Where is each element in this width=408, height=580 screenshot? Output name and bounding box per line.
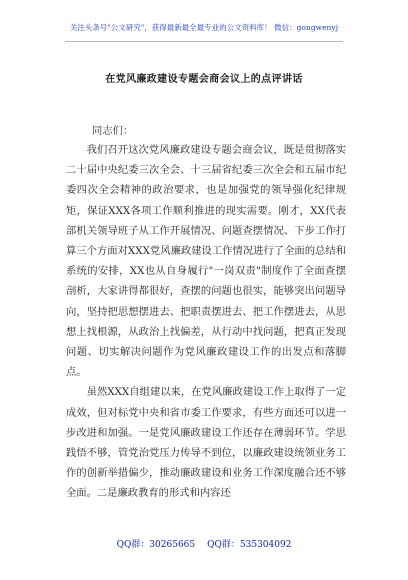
document-title: 在党风廉政建设专题会商会议上的点评讲话	[105, 74, 303, 85]
header-divider	[65, 41, 343, 42]
footer-qq-group-1: QQ群：30265665	[116, 540, 196, 550]
salutation: 同志们：	[92, 125, 134, 137]
body-paragraph: 我们召开这次党风廉政建设专题会商会议，既是贯彻落实二十届中央纪委三次全会、十三届省纪委三次全会和五届市纪委四次全会精神的政治要求，也是加强党的领导强化纪律规矩，保证XXX各项工作顺利推进的现实需要。刚才，XX代表部机关领导班子从工作开展情况、问题查摆情况、下步工作打算三个方面对XXX党风廉政建设工作情况进行了全面的总结和系统的安排，XX也从自身履行"一岗双责"制度作了全面查摆剖析，大家讲得都很好，查摆的问题也很实，能够突出问题导向，坚持把思想摆进去、把职责摆进去、把工作摆进去，从思想上找根源，从政治上找偏差，从行动中找问题，把真正发现问题、切实解决问题作为党风廉政建设工作的出发点和落脚点。	[66, 144, 346, 379]
body-paragraph: 虽然XXX自组建以来，在党风廉政建设工作上取得了一定成效，但对标党中央和省市委工作要求，有些方面还可以进一步改进和加强。一是党风廉政建设工作还存在薄弱环节。学思践悟不够，管党治党压力传导不到位，以廉政建设统领业务工作的创新举措偏少，推动廉政建设和业务工作深度融合还不够全面。二是廉政教育的形式和内容还	[66, 386, 346, 500]
footer	[0, 537, 408, 550]
document-body	[66, 140, 346, 504]
header-banner: 关注头条号"公文研究"，获得最新最全最专业的公文资料库！ 微信：gongwenyj	[69, 23, 339, 32]
footer-qq-group-2: QQ群：535304092	[207, 540, 292, 550]
